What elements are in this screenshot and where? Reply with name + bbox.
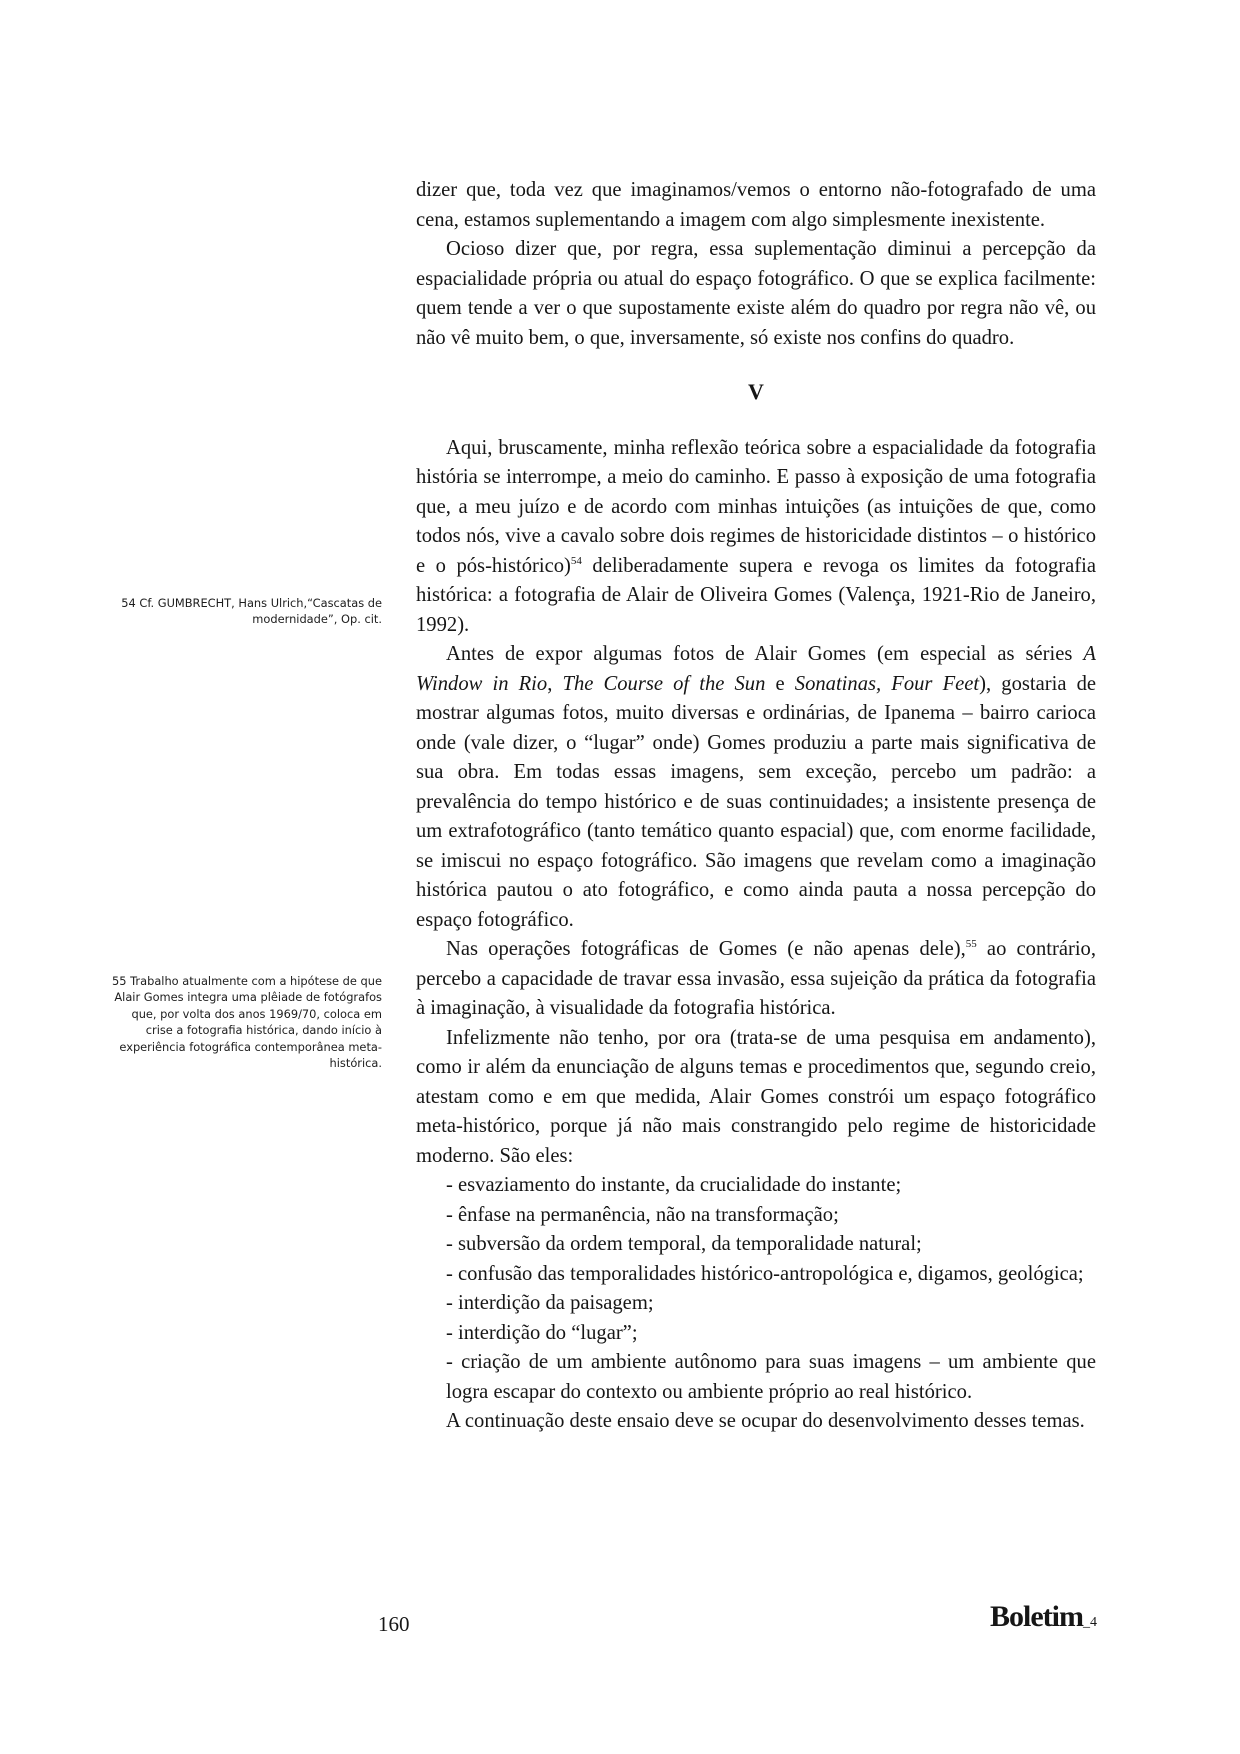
paragraph-4-text-a: Antes de expor algumas fotos de Alair Gomes (em especial as séries: [446, 643, 1084, 665]
paragraph-3: [416, 434, 1096, 641]
paragraph-7: A continuação deste ensaio deve se ocupar do desenvolvimento desses temas.: [446, 1410, 1085, 1432]
separator: ,: [547, 672, 563, 695]
journal-name: Boletim: [990, 1600, 1083, 1633]
footnote-55: 55 Trabalho atualmente com a hipótese de que Alair Gomes integra uma plêiade de fotógrafos que, por volta dos anos 1969/70, coloca em crise a fotografia histórica, dando início à experiência fotográfica contemporânea meta-histórica.: [112, 974, 382, 1071]
list-item: - interdição da paisagem;: [446, 1292, 654, 1314]
list-item: - interdição do “lugar”;: [446, 1321, 638, 1344]
paragraph-5-text-b: ao contrário, percebo a capacidade de travar essa invasão, essa sujeição da prática da fotografia à imaginação, à visualidade da fotografia histórica.: [416, 938, 1097, 1019]
footnote-ref-54: 54: [570, 554, 582, 567]
paragraph-2: Ocioso dizer que, por regra, essa suplementação diminui a percepção da espacialidade própria ou atual do espaço fotográfico. O que se explica facilmente: quem tende a ver o que supostamente existe além do quadro por regra não vê, ou não vê muito bem, o que, inversamente, só existe nos confins do quadro.: [416, 238, 1096, 349]
list-item: - esvaziamento do instante, da crucialidade do instante;: [446, 1174, 902, 1196]
journal-logo: [990, 1600, 1097, 1634]
paragraph-1: dizer que, toda vez que imaginamos/vemos o entorno não-fotografado de uma cena, estamos suplementando a imagem com algo simplesmente inexistente.: [416, 179, 1096, 231]
page-number: 160: [378, 1612, 410, 1636]
issue-number: _4: [1082, 1615, 1097, 1630]
series-title-window-in-rio: A Window in Rio: [416, 643, 1096, 695]
paragraph-3-text-a: Aqui, bruscamente, minha reflexão teórica sobre a espacialidade da fotografia história se interrompe, a meio do caminho. E passo à exposição de uma fotografia que, a meu juízo e de acordo com minhas intuições (as intuições de que, como todos nós, vive a cavalo sobre dois regimes de historicidade distintos – o histórico e o pós-histórico): [416, 436, 1096, 577]
paragraph-6: Infelizmente não tenho, por ora (trata-se de uma pesquisa em andamento), como ir além da enunciação de alguns temas e procedimentos que, segundo creio, atestam como e em que medida, Alair Gomes constrói um espaço fotográfico meta-histórico, porque já não mais constrangido pelo regime de historicidade moderno. São eles:: [416, 1026, 1096, 1167]
series-title-sonatinas: Sonatinas, Four Feet: [794, 672, 980, 695]
list-item: - subversão da ordem temporal, da temporalidade natural;: [446, 1233, 922, 1255]
paragraph-4: [416, 640, 1096, 935]
list-item: - ênfase na permanência, não na transformação;: [446, 1203, 839, 1226]
section-heading: V: [748, 379, 764, 404]
list-item: - criação de um ambiente autônomo para suas imagens – um ambiente que logra escapar do contexto ou ambiente próprio ao real histórico.: [446, 1351, 1096, 1403]
main-text-column: [416, 176, 1096, 1437]
paragraph-5: [416, 935, 1096, 1024]
footnote-ref-55: 55: [965, 938, 977, 950]
paragraph-3-text-b: deliberadamente supera e revoga os limites da fotografia histórica: a fotografia de Alair de Oliveira Gomes (Valença, 1921-Rio de Janeiro, 1992).: [416, 554, 1096, 636]
footnote-54: 54 Cf. GUMBRECHT, Hans Ulrich,“Cascatas de modernidade”, Op. cit.: [121, 596, 382, 627]
separator: e: [765, 672, 795, 695]
series-title-course-of-the-sun: The Course of the Sun: [562, 672, 766, 695]
paragraph-4-text-b: ), gostaria de mostrar algumas fotos, muito diversas e ordinárias, de Ipanema – bairro carioca onde (vale dizer, o “lugar” onde) Gomes produziu a parte mais significativa de sua obra. Em todas essas imagens, sem exceção, percebo um padrão: a prevalência do tempo histórico e de suas continuidades; a insistente presença de um extrafotográfico (tanto temático quanto espacial) que, com enorme facilidade, se imiscui no espaço fotográfico. São imagens que revelam como a imaginação histórica pautou o ato fotográfico, e como ainda pauta a nossa percepção do espaço fotográfico.: [416, 672, 1097, 931]
paragraph-5-text-a: Nas operações fotográficas de Gomes (e não apenas dele),: [446, 938, 966, 960]
list-item: - confusão das temporalidades histórico-antropológica e, digamos, geológica;: [446, 1262, 1084, 1285]
